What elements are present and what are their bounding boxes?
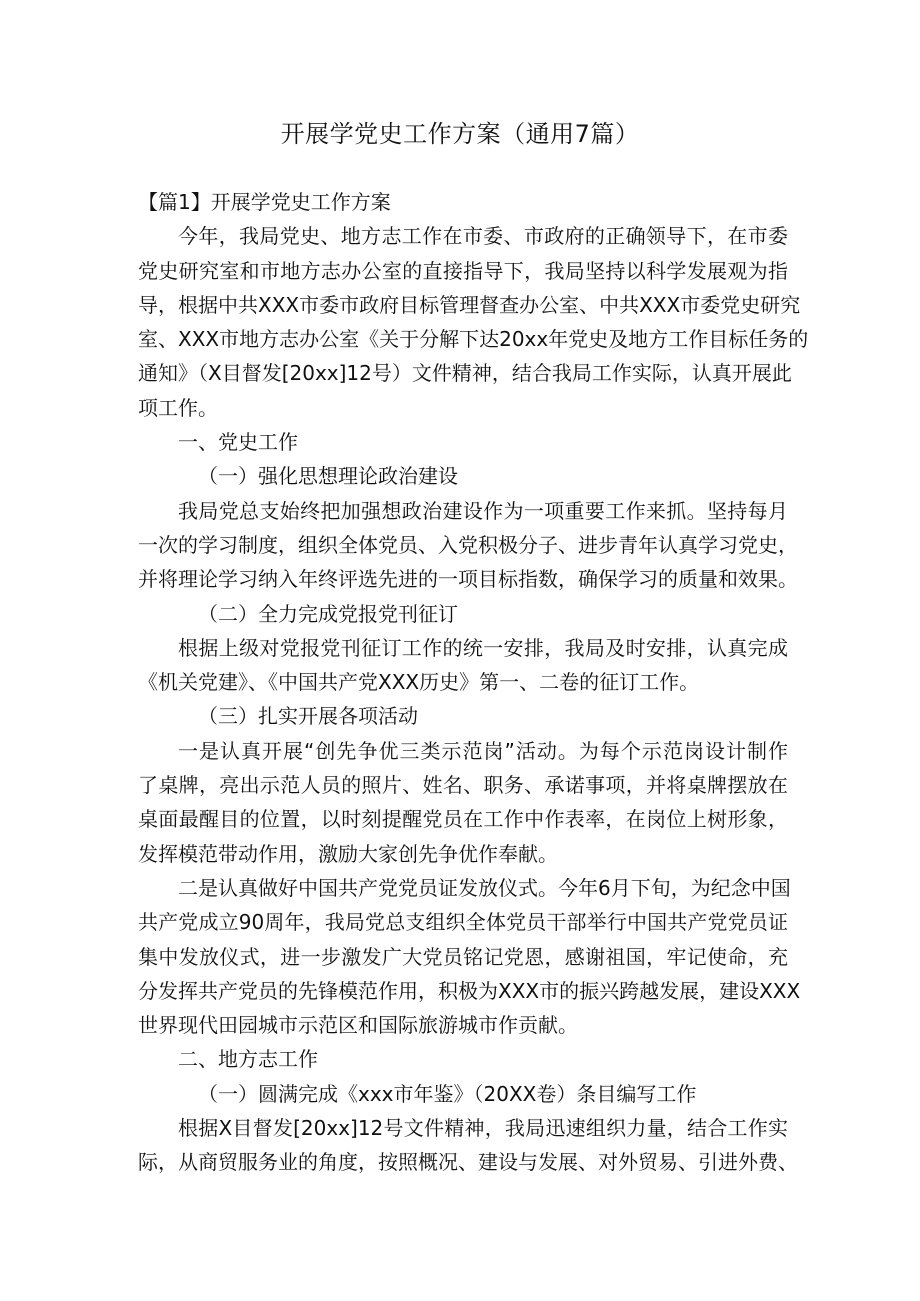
document-line: 一是认真开展“创先争优三类示范岗”活动。为每个示范岗设计制作 — [178, 738, 788, 763]
document-line: 桌面最醒目的位置，以时刻提醒党员在工作中作表率，在岗位上树形象， — [138, 807, 788, 832]
document-line: 导，根据中共XXX市委市政府目标管理督查办公室、中共XXX市委党史研究 — [138, 292, 801, 317]
document-line: （二）全力完成党报党刊征订 — [198, 601, 458, 626]
document-body — [138, 185, 809, 1180]
document-line: 【篇1】开展学党史工作方案 — [138, 190, 391, 214]
document-line: （三）扎实开展各项活动 — [198, 704, 418, 729]
document-line: （一）圆满完成《xxx市年鉴》（20XX卷）条目编写工作 — [198, 1081, 697, 1106]
document-line: 一、党史工作 — [178, 430, 298, 455]
document-line: 我局党总支始终把加强想政治建设作为一项重要工作来抓。坚持每月 — [178, 498, 788, 523]
document-line: 党史研究室和市地方志办公室的直接指导下，我局坚持以科学发展观为指 — [138, 258, 788, 283]
document-line: 分发挥共产党员的先锋模范作用，积极为XXX市的振兴跨越发展，建设XXX — [138, 978, 801, 1003]
document-line: 际，从商贸服务业的角度，按照概况、建设与发展、对外贸易、引进外费、 — [138, 1150, 798, 1175]
document-line: 共产党成立90周年，我局党总支组织全体党员干部举行中国共产党党员证 — [138, 910, 788, 935]
document-line: 今年，我局党史、地方志工作在市委、市政府的正确领导下，在市委 — [178, 224, 788, 249]
document-line: 集中发放仪式，进一步激发广大党员铭记党恩，感谢祖国，牢记使命，充 — [138, 944, 788, 969]
document-line: 室、XXX市地方志办公室《关于分解下达20xx年党史及地方工作目标任务的 — [138, 327, 809, 352]
document-title: 开展学党史工作方案（通用7篇） — [280, 120, 640, 148]
document-line: 《机关党建》、《中国共产党XXX历史》第一、二卷的征订工作。 — [138, 670, 700, 695]
document-line: 发挥模范带动作用，激励大家创先争优作奉献。 — [138, 841, 558, 866]
document-line: 根据X目督发[20xx]12号文件精神，我局迅速组织力量，结合工作实 — [178, 1116, 788, 1141]
document-line: 二、地方志工作 — [178, 1047, 318, 1072]
document-line: 二是认真做好中国共产党党员证发放仪式。今年6月下旬，为纪念中国 — [178, 875, 791, 900]
document-line: 一次的学习制度，组织全体党员、入党积极分子、进步青年认真学习党史， — [138, 532, 798, 557]
document-line: 项工作。 — [138, 395, 218, 420]
document-line: （一）强化思想理论政治建设 — [198, 464, 458, 489]
document-line: 根据上级对党报党刊征订工作的统一安排，我局及时安排，认真完成 — [178, 635, 788, 660]
document-line: 并将理论学习纳入年终评选先进的一项目标指数，确保学习的质量和效果。 — [138, 567, 798, 592]
document-line: 通知》（X目督发[20xx]12号）文件精神，结合我局工作实际，认真开展此 — [138, 361, 792, 386]
document-line: 世界现代田园城市示范区和国际旅游城市作贡献。 — [138, 1013, 578, 1038]
document-line: 了桌牌，亮出示范人员的照片、姓名、职务、承诺事项，并将桌牌摆放在 — [138, 773, 788, 798]
